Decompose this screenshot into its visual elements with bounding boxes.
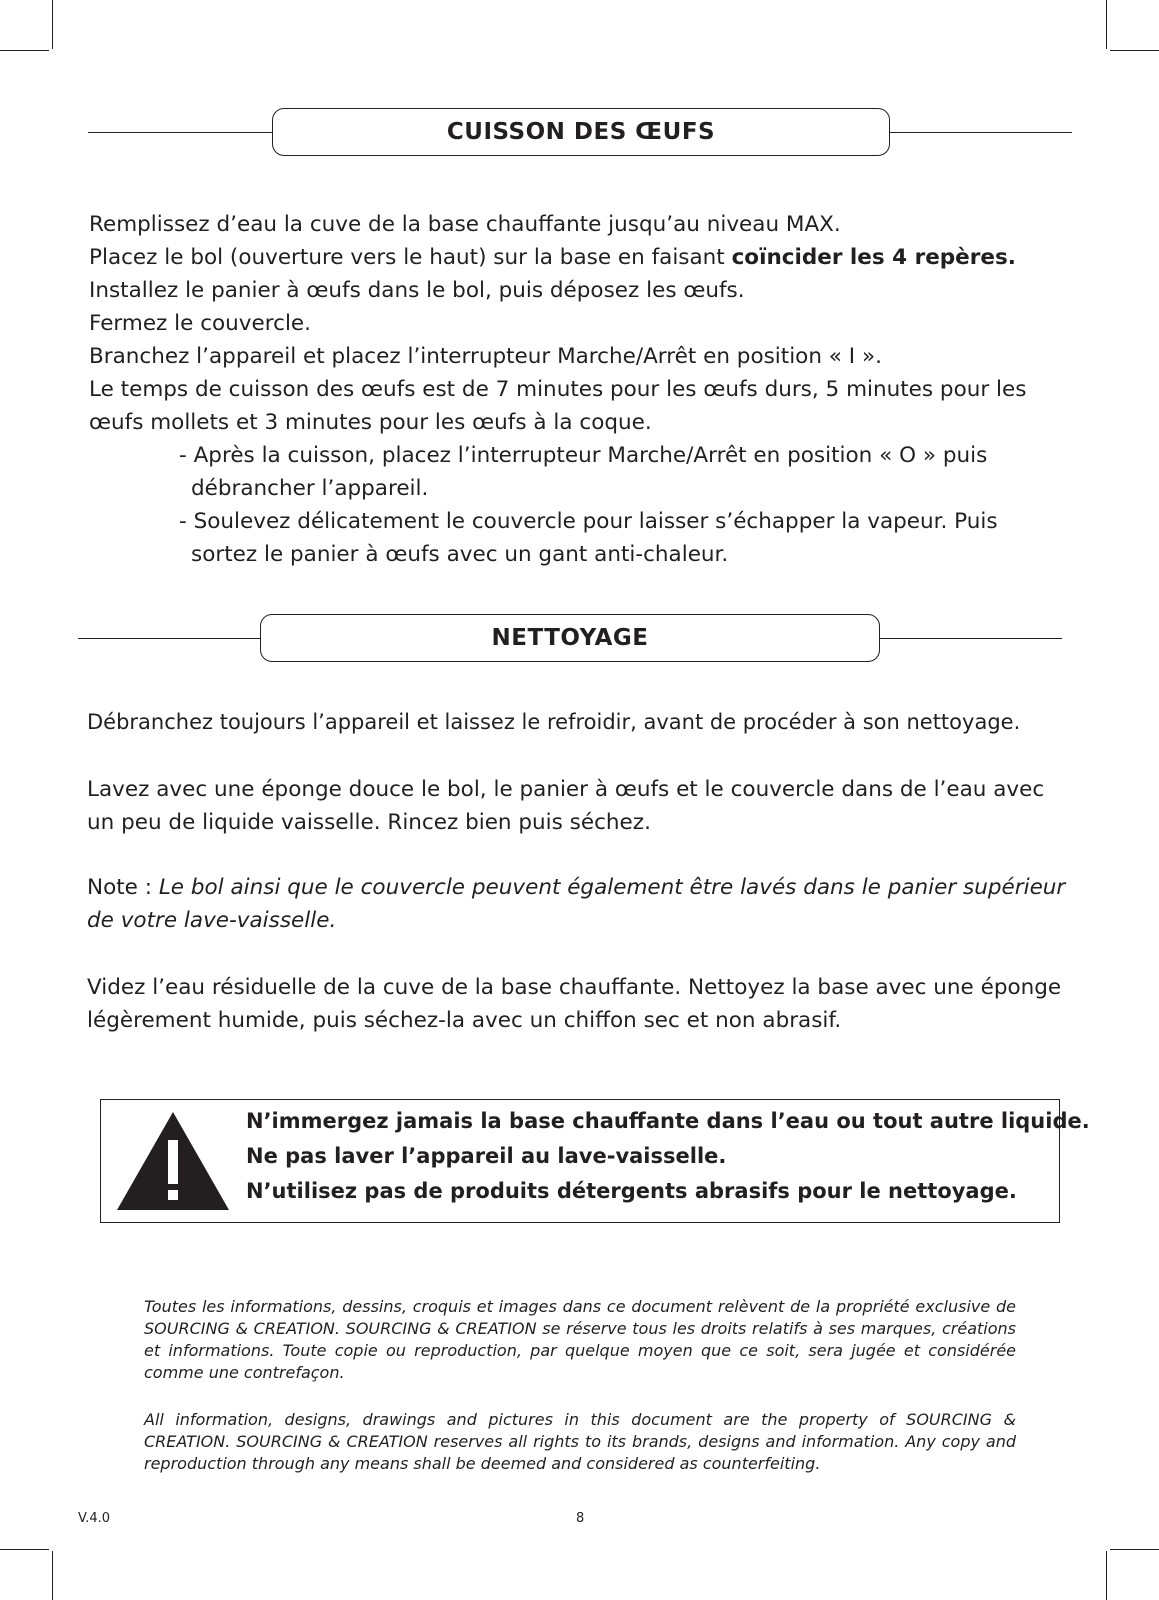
warning-line: Ne pas laver l’appareil au lave-vaisselle.	[246, 1144, 727, 1168]
note-label: Note :	[87, 875, 159, 900]
cleaning-empty	[87, 971, 1061, 1037]
note-line	[87, 871, 1065, 904]
cleaning-intro-text: Débranchez toujours l’appareil et laissez le refroidir, avant de procéder à son nettoyage.	[87, 710, 1021, 734]
instruction-line: œufs mollets et 3 minutes pour les œufs à la coque.	[89, 410, 652, 435]
section-title-box	[272, 108, 890, 156]
crop-mark	[1110, 1549, 1159, 1550]
bullet-line: - Après la cuisson, placez l’interrupteur Marche/Arrêt en position « O » puis	[179, 443, 988, 468]
cuisson-instructions	[89, 208, 1026, 571]
cleaning-intro	[87, 706, 1020, 739]
header-rule-right	[888, 132, 1072, 133]
wash-line: un peu de liquide vaisselle. Rincez bien puis séchez.	[87, 810, 651, 835]
bullet-line: débrancher l’appareil.	[191, 476, 429, 501]
instruction-line: Branchez l’appareil et placez l’interrupteur Marche/Arrêt en position « I ».	[89, 344, 882, 369]
note-text: de votre lave-vaisselle.	[87, 908, 337, 933]
crop-mark	[0, 50, 49, 51]
note-line	[87, 904, 1065, 937]
header-rule-right	[878, 638, 1062, 639]
crop-mark	[1106, 1551, 1107, 1600]
section-header-nettoyage	[78, 614, 1062, 664]
header-rule-left	[78, 638, 261, 639]
warning-text	[246, 1104, 1090, 1209]
warning-triangle-icon	[117, 1112, 229, 1210]
crop-mark	[1110, 50, 1159, 51]
cleaning-wash	[87, 773, 1044, 839]
crop-mark	[0, 1549, 49, 1550]
legal-notice-fr: Toutes les informations, dessins, croquis et images dans ce document relèvent de la propriété exclusive de SOURCING & CREATION. SOURCING & CREATION se réserve tous les droits relatifs à ses marques, créations et informations. Toute copie ou reproduction, par quelque moyen que ce soit, sera jugée et considérée comme une contrefaçon.	[144, 1297, 1016, 1382]
cleaning-note	[87, 871, 1065, 937]
note-text: Le bol ainsi que le couvercle peuvent également être lavés dans le panier supérieur	[158, 875, 1066, 900]
warning-line: N’utilisez pas de produits détergents abrasifs pour le nettoyage.	[246, 1179, 1017, 1203]
warning-line: N’immergez jamais la base chauffante dans l’eau ou tout autre liquide.	[246, 1109, 1090, 1133]
version-label: V.4.0	[78, 1511, 111, 1526]
crop-mark	[52, 0, 53, 49]
section-title: NETTOYAGE	[491, 625, 649, 651]
instruction-line: Remplissez d’eau la cuve de la base chauffante jusqu’au niveau MAX.	[89, 212, 841, 237]
instruction-line: Le temps de cuisson des œufs est de 7 minutes pour les œufs durs, 5 minutes pour les	[89, 377, 1027, 402]
instruction-line: Placez le bol (ouverture vers le haut) sur la base en faisant coïncider les 4 repères.	[89, 245, 1016, 270]
crop-mark	[52, 1551, 53, 1600]
wash-line: Lavez avec une éponge douce le bol, le panier à œufs et le couvercle dans de l’eau avec	[87, 777, 1045, 802]
page-number: 8	[576, 1511, 585, 1526]
empty-line: Videz l’eau résiduelle de la cuve de la base chauffante. Nettoyez la base avec une éponge	[87, 975, 1062, 1000]
instruction-line: Fermez le couvercle.	[89, 311, 311, 336]
warning-box	[100, 1099, 1090, 1223]
section-title: CUISSON DES ŒUFS	[446, 119, 716, 145]
section-header-cuisson	[88, 108, 1072, 158]
instruction-line: Installez le panier à œufs dans le bol, puis déposez les œufs.	[89, 278, 745, 303]
bullet-line: - Soulevez délicatement le couvercle pour laisser s’échapper la vapeur. Puis	[179, 509, 998, 534]
legal-notice-en: All information, designs, drawings and pictures in this document are the property of SOURCING & CREATION. SOURCING & CREATION reserves all rights to its brands, designs and information. Any copy and reproduction through any means shall be deemed and considered as counterfeiting.	[144, 1410, 1016, 1473]
empty-line: légèrement humide, puis séchez-la avec un chiffon sec et non abrasif.	[87, 1008, 842, 1033]
section-title-box	[260, 614, 880, 662]
crop-mark	[1106, 0, 1107, 49]
bullet-line: sortez le panier à œufs avec un gant anti-chaleur.	[191, 542, 729, 567]
header-rule-left	[88, 132, 273, 133]
emphasis-text: coïncider les 4 repères.	[731, 245, 1016, 270]
